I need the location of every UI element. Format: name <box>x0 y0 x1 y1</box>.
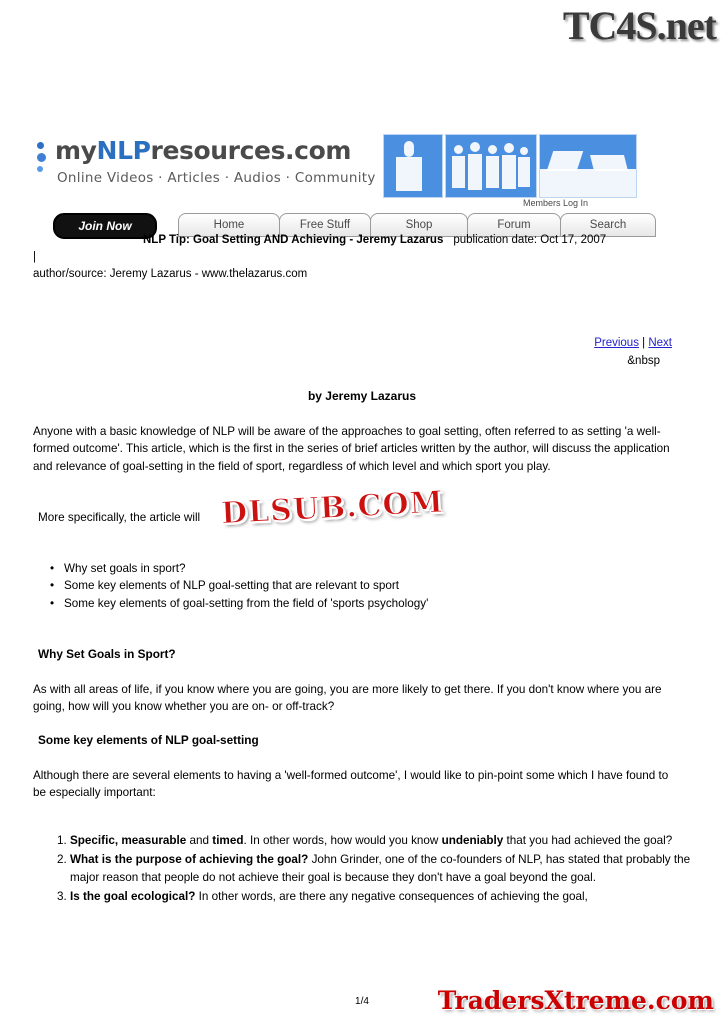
logo-dots-icon <box>37 142 51 176</box>
publication-date: publication date: Oct 17, 2007 <box>453 234 607 246</box>
list-item: • Some key elements of NLP goal-setting that are relevant to sport <box>48 577 668 594</box>
dlsub-watermark <box>220 482 505 535</box>
nav-item-shop[interactable]: Shop <box>370 213 468 237</box>
numbered-2-bold-lead: What is the purpose of achieving the goal? <box>70 853 309 867</box>
article-byline: by Jeremy Lazarus <box>307 389 417 403</box>
article-numbered-list <box>48 832 700 908</box>
list-item <box>70 851 700 886</box>
site-logo[interactable] <box>33 132 376 198</box>
numbered-2-rest: John Grinder, one of the co-founders of NLP, has stated that probably the major reason that people do not achieve their goal is because they don't have a goal beyond the goal. <box>70 853 691 884</box>
numbered-1-bold-second: timed <box>212 834 244 847</box>
numbered-1-bold-lead: Specific, measurable <box>70 834 187 847</box>
paragraph-why-set-goals: As with all areas of life, if you know where you are going, you are more likely to get there. If you don't know where you are going, how will you know whether you are on- or off-track? <box>33 683 662 714</box>
list-item <box>70 888 700 905</box>
dlsub-watermark-text: DLSUB.COM <box>220 484 445 532</box>
tradersxtreme-watermark: TradersXtreme.com <box>437 986 714 1015</box>
pipe-separator: | <box>33 251 36 263</box>
banner-thumbnails <box>383 134 635 196</box>
nav-item-forum[interactable]: Forum <box>467 213 561 237</box>
logo-tagline: Online Videos · Articles · Audios · Community <box>57 170 376 186</box>
numbered-1-bold-third: undeniably <box>441 834 504 847</box>
more-specifically-paragraph: More specifically, the article will <box>38 511 201 524</box>
list-item <box>70 832 700 849</box>
heading-why-set-goals: Why Set Goals in Sport? <box>38 647 176 661</box>
author-source-line: author/source: Jeremy Lazarus - www.thelazarus.com <box>33 268 308 280</box>
nav-item-free-stuff[interactable]: Free Stuff <box>279 213 371 237</box>
article-title-text: NLP Tip: Goal Setting AND Achieving - Jeremy Lazarus <box>143 234 444 246</box>
article-bullet-list <box>48 560 668 612</box>
nbsp-text: &nbsp <box>627 355 660 367</box>
numbered-1-mid: and <box>186 834 213 847</box>
page-number: 1/4 <box>355 996 369 1007</box>
logo-highlight: NLP <box>96 136 151 165</box>
nav-item-home[interactable]: Home <box>178 213 280 237</box>
intro-paragraph: Anyone with a basic knowledge of NLP will be aware of the approaches to goal setting, often referred to as setting 'a well-formed outcome'. This article, which is the first in the series of brief articles written by the author, will discuss the application and relevance of goal-setting in the field of sport, regardless of which level and which sport you play. <box>33 425 670 473</box>
banner-thumb-landscape <box>539 134 637 198</box>
logo-prefix: my <box>55 136 97 165</box>
logo-suffix: resources.com <box>150 136 351 165</box>
list-item: • Some key elements of goal-setting from the field of 'sports psychology' <box>48 595 668 612</box>
numbered-1-rest: . In other words, how would you know <box>243 834 442 847</box>
numbered-3-bold-lead: Is the goal ecological? <box>70 890 196 904</box>
join-now-button[interactable]: Join Now <box>53 213 157 239</box>
article-title <box>143 234 606 246</box>
numbered-1-tail: that you had achieved the goal? <box>503 834 673 847</box>
pager-separator: | <box>638 337 649 349</box>
banner-thumb-people <box>445 134 537 198</box>
nav-item-search[interactable]: Search <box>560 213 656 237</box>
next-link[interactable]: Next <box>648 337 672 349</box>
members-login-link[interactable]: Members Log In <box>523 198 589 208</box>
numbered-3-rest: In other words, are there any negative consequences of achieving the goal, <box>195 890 588 904</box>
previous-link[interactable]: Previous <box>594 337 639 349</box>
tc4s-watermark: TC4S.net <box>562 3 716 48</box>
paragraph-key-elements: Although there are several elements to having a 'well-formed outcome', I would like to pin-point some which I have found to be especially important: <box>33 769 669 800</box>
article-pager <box>594 337 672 349</box>
logo-wordmark <box>55 136 351 165</box>
heading-key-elements: Some key elements of NLP goal-setting <box>38 733 259 747</box>
list-item: • Why set goals in sport? <box>48 560 668 577</box>
banner-thumb-statue <box>383 134 443 198</box>
